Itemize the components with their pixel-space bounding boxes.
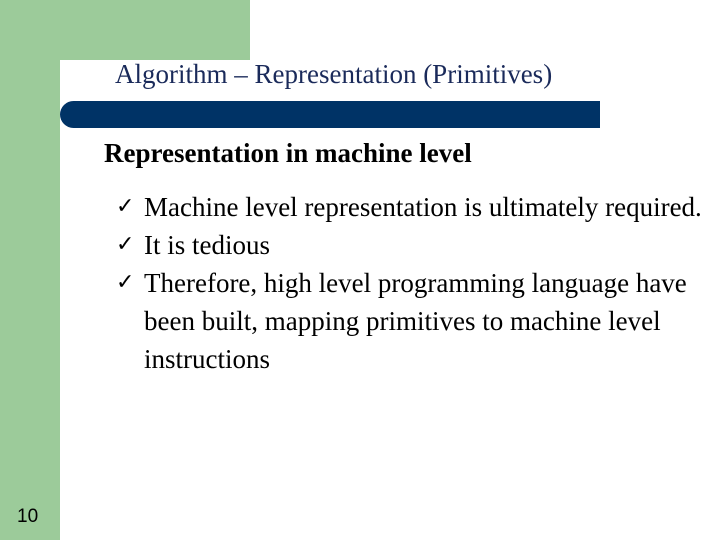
list-item <box>116 264 706 378</box>
bullet-text: Therefore, high level programming language have been built, mapping primitives to machine level instructions <box>144 268 687 374</box>
checkmark-icon: ✓ <box>116 232 135 257</box>
list-item <box>116 226 706 264</box>
slide-subtitle: Representation in machine level <box>104 138 472 168</box>
checkmark-icon: ✓ <box>116 194 135 219</box>
bullet-text: Machine level representation is ultimately required. <box>144 192 702 222</box>
bullet-text: It is tedious <box>144 230 270 260</box>
bullet-list <box>116 188 706 378</box>
left-accent-bar <box>0 0 60 540</box>
slide-title: Algorithm – Representation (Primitives) <box>115 59 553 89</box>
list-item <box>116 188 706 226</box>
checkmark-icon: ✓ <box>116 270 135 295</box>
title-underline-bar <box>60 101 600 128</box>
slide-number: 10 <box>17 506 39 527</box>
top-accent-block <box>0 0 250 60</box>
